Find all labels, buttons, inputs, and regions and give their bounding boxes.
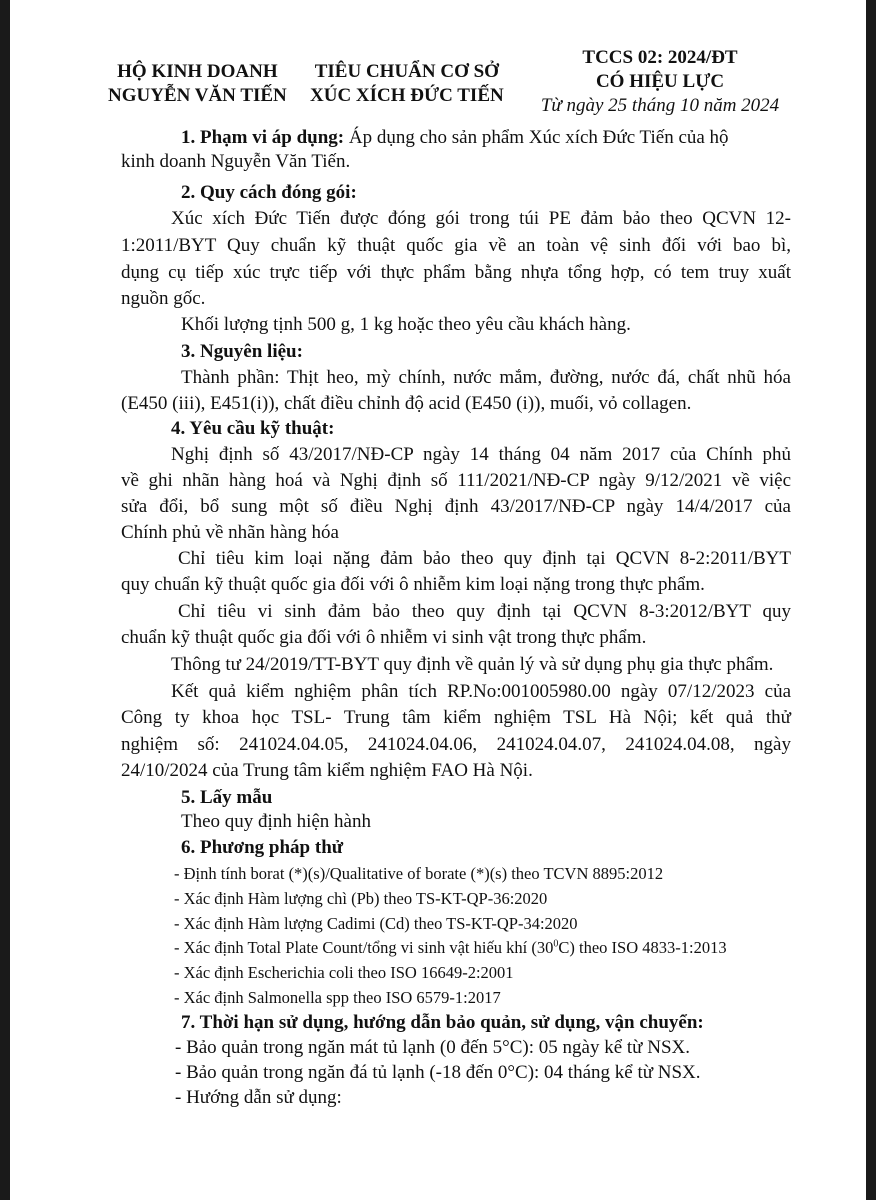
section-1-line-2: kinh doanh Nguyễn Văn Tiến.: [121, 151, 351, 172]
standard-code-header: [535, 46, 785, 118]
header-mid-line-2: XÚC XÍCH ĐỨC TIẾN: [310, 85, 504, 106]
section-3-line-1: Thành phần: Thịt heo, mỳ chính, nước mắm, đường, nước đá, chất nhũ hóa: [181, 367, 791, 388]
section-1-line-1: [121, 126, 791, 150]
section-2-para-1-line-2: 1:2011/BYT Quy chuẩn kỹ thuật quốc gia về an toàn vệ sinh đối với bao bì,: [121, 235, 791, 256]
section-4-para-1-line-1: Nghị định số 43/2017/NĐ-CP ngày 14 tháng 04 năm 2017 của Chính phủ: [171, 444, 791, 465]
section-2-para-1-line-3: dụng cụ tiếp xúc trực tiếp với thực phẩm bằng nhựa tổng hợp, có tem truy xuất: [121, 262, 791, 283]
section-1-heading: 1. Phạm vi áp dụng:: [181, 127, 345, 148]
standard-title-header: [310, 60, 504, 108]
section-3-line-2: (E450 (iii), E451(i)), chất điều chỉnh độ acid (E450 (i)), muối, vỏ collagen.: [121, 393, 692, 414]
section-4-para-1-line-4: Chính phủ về nhãn hàng hóa: [121, 522, 339, 543]
section-4-para-2-line-2: quy chuẩn kỹ thuật quốc gia đối với ô nhiễm kim loại nặng trong thực phẩm.: [121, 574, 705, 595]
section-4-para-2-line-1: Chỉ tiêu kim loại nặng đảm bảo theo quy định tại QCVN 8-2:2011/BYT: [178, 548, 791, 569]
usage-instructions-label: - Hướng dẫn sử dụng:: [175, 1087, 342, 1108]
section-4-para-5-line-3: nghiệm số: 241024.04.05, 241024.04.06, 241024.04.07, 241024.04.08, ngày: [121, 734, 791, 755]
section-7-heading: 7. Thời hạn sử dụng, hướng dẫn bảo quản, sử dụng, vận chuyển:: [181, 1012, 704, 1033]
section-1-text: Áp dụng cho sản phẩm Xúc xích Đức Tiến của hộ: [344, 127, 729, 148]
test-method-item: - Xác định Salmonella spp theo ISO 6579-1:2017: [174, 988, 501, 1007]
section-4-para-5-line-4: 24/10/2024 của Trung tâm kiểm nghiệm FAO Hà Nội.: [121, 760, 533, 781]
section-4-para-1-line-3: sửa đổi, bổ sung một số điều Nghị định 43/2017/NĐ-CP ngày 14/4/2017 của: [121, 496, 791, 517]
superscript-zero: 0: [553, 938, 559, 950]
validity-label: CÓ HIỆU LỰC: [595, 71, 725, 92]
section-4-para-3-line-1: Chỉ tiêu vi sinh đảm bảo theo quy định tại QCVN 8-3:2012/BYT quy: [178, 601, 791, 622]
section-4-para-5-line-2: Công ty khoa học TSL- Trung tâm kiểm nghiệm TSL Hà Nội; kết quả thử: [121, 707, 791, 728]
section-4-para-4: Thông tư 24/2019/TT-BYT quy định về quản lý và sử dụng phụ gia thực phẩm.: [171, 654, 774, 675]
header-mid-line-1: TIÊU CHUẨN CƠ SỞ: [314, 61, 499, 82]
test-method-item: - Định tính borat (*)(s)/Qualitative of borate (*)(s) theo TCVN 8895:2012: [174, 864, 664, 883]
section-4-para-1-line-2: về ghi nhãn hàng hoá và Nghị định số 111/2021/NĐ-CP ngày 9/12/2021 về việc: [121, 470, 791, 491]
storage-item: - Bảo quản trong ngăn đá tủ lạnh (-18 đến 0°C): 04 tháng kể từ NSX.: [175, 1062, 701, 1083]
section-4-para-5-line-1: Kết quả kiểm nghiệm phân tích RP.No:001005980.00 ngày 07/12/2023 của: [171, 681, 791, 702]
test-method-item: - Xác định Hàm lượng chì (Pb) theo TS-KT-QP-36:2020: [174, 889, 548, 908]
test-method-item: - Xác định Escherichia coli theo ISO 16649-2:2001: [174, 963, 514, 982]
section-2-net-weight: Khối lượng tịnh 500 g, 1 kg hoặc theo yêu cầu khách hàng.: [181, 314, 631, 335]
standard-code: TCCS 02: 2024/ĐT: [582, 47, 738, 68]
business-name-header: [108, 60, 287, 108]
test-method-item: - Xác định Total Plate Count/tổng vi sinh vật hiếu khí $(30^0C)$ theo ISO 4833-1:2013: [174, 938, 727, 957]
section-4-para-3-line-2: chuẩn kỹ thuật quốc gia đối với ô nhiễm vi sinh vật trong thực phẩm.: [121, 627, 647, 648]
storage-item: - Bảo quản trong ngăn mát tủ lạnh (0 đến 5°C): 05 ngày kể từ NSX.: [175, 1037, 690, 1058]
section-3-heading: 3. Nguyên liệu:: [181, 341, 303, 362]
test-method-item: - Xác định Hàm lượng Cadimi (Cd) theo TS-KT-QP-34:2020: [174, 914, 578, 933]
section-5-heading: 5. Lấy mẫu: [181, 787, 273, 808]
section-2-heading: 2. Quy cách đóng gói:: [181, 182, 357, 203]
section-4-heading: 4. Yêu cầu kỹ thuật:: [171, 418, 335, 439]
section-6-heading: 6. Phương pháp thử: [181, 837, 344, 858]
section-2-para-1-line-1: Xúc xích Đức Tiến được đóng gói trong túi PE đảm bảo theo QCVN 12-: [171, 208, 791, 229]
effective-date: Từ ngày 25 tháng 10 năm 2024: [540, 95, 780, 116]
section-2-para-1-line-4: nguồn gốc.: [121, 288, 206, 309]
header-left-line-2: NGUYỄN VĂN TIẾN: [108, 85, 287, 106]
section-5-text: Theo quy định hiện hành: [181, 811, 371, 832]
header-left-line-1: HỘ KINH DOANH: [117, 61, 278, 82]
